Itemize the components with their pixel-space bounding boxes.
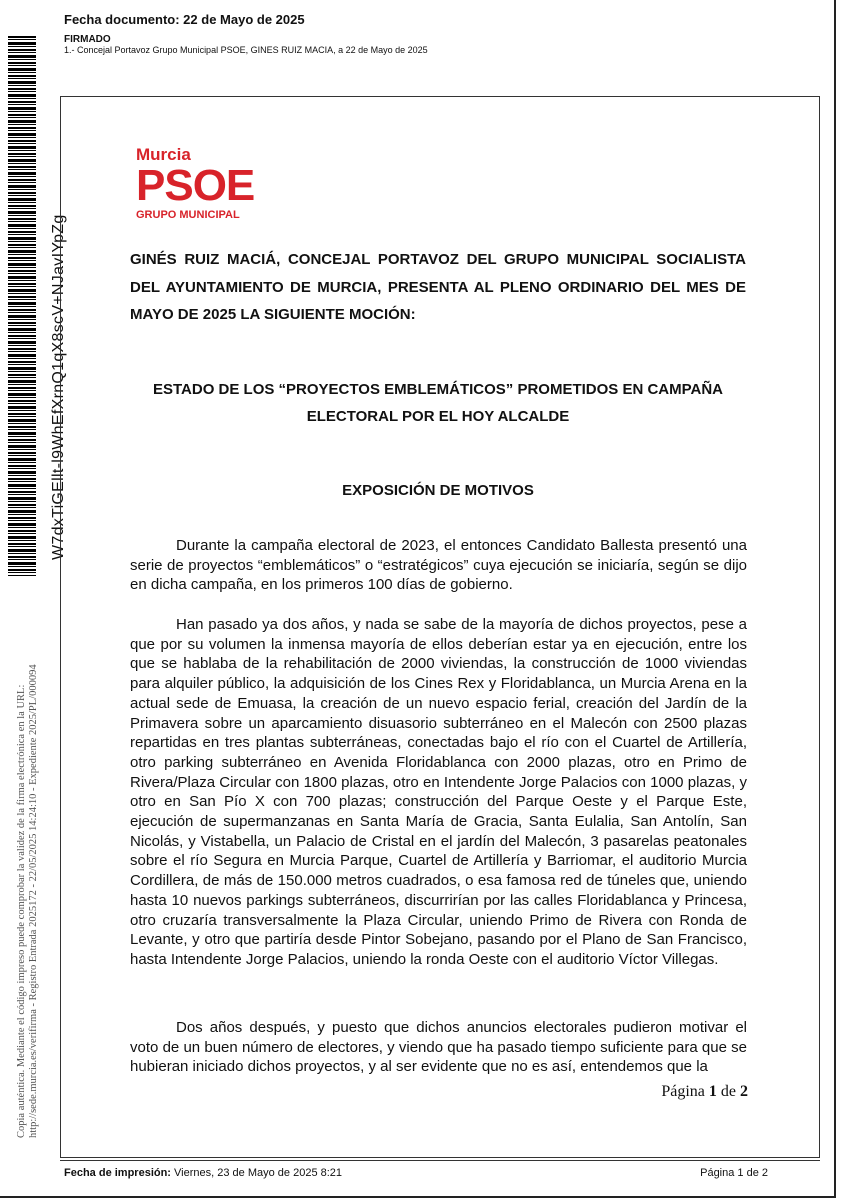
section-heading: EXPOSICIÓN DE MOTIVOS — [342, 482, 534, 499]
paragraph-3: Dos años después, y puesto que dichos anuncios electorales pudieron motivar el voto de un buen número de electores, y viendo que ha pasado tiempo suficiente para que se hubieran iniciado dichos proyectos, y al ser evidente que no es así, entendemos que la — [130, 1019, 747, 1076]
legal-line-1: Copia auténtica. Mediante el código impreso puede comprobar la validez de la firma electrónica en la URL: — [16, 684, 27, 1138]
footer-page-count: Página 1 de 2 — [700, 1167, 768, 1179]
footer-divider — [60, 1160, 820, 1161]
legal-verification-note — [16, 664, 40, 1138]
paragraph-1: Durante la campaña electoral de 2023, el entonces Candidato Ballesta presentó una serie de proyectos “emblemáticos” o “estratégicos” cuya ejecución se iniciaría, según se dijo en dicha campaña, en los primeros 100 días de gobierno. — [130, 537, 747, 594]
signed-label: FIRMADO — [64, 34, 111, 45]
document-date: Fecha documento: 22 de Mayo de 2025 — [64, 12, 305, 27]
logo-city: Murcia — [136, 145, 191, 164]
barcode-image — [8, 36, 36, 576]
logo-party: PSOE — [136, 161, 255, 210]
logo-group: GRUPO MUNICIPAL — [136, 209, 240, 221]
signer-line: 1.- Concejal Portavoz Grupo Municipal PSOE, GINES RUIZ MACIA, a 22 de Mayo de 2025 — [64, 45, 428, 55]
page-of: de — [720, 1083, 736, 1100]
paragraph-2: Han pasado ya dos años, y nada se sabe de la mayoría de dichos proyectos, pese a que por su volumen la inmensa mayoría de ellos deberían estar ya en ejecución, entre los que se hablaba de la rehabilitación de 2000 viviendas, la construcción de 1000 viviendas para alquiler público, la adquisición de los Cines Rex y Floridablanca, un Murcia Arena en la actual sede de Emuasa, la creación de un nuevo espacio ferial, creación del Jardín de la Primavera sobre un aparcamiento disuasorio subterráneo en el Malecón con 2500 plazas repartidas en tres plantas subterráneas, conectadas bajo el río con el Cuartel de Artillería, otro parking subterráneo en Avenida Floridablanca con 2000 plazas, otro en Primo de Rivera/Plaza Circular con 1800 plazas, otro en Intendente Jorge Palacios con 1000 plazas, y otro en San Pío X con 700 plazas; construcción del Parque Oeste y el Parque Este, ejecución de supermanzanas en Santa María de Gracia, Santa Eulalia, San Antolín, San Nicolás, y Vistabella, un Palacio de Cristal en el jardín del Malecón, 3 pasarelas peatonales sobre el río Segura en Murcia Parque, Cuartel de Artillería y Barriomar, el auditorio Murcia Cordillera, de más de 150.000 metros cuadrados, o esa famosa red de túneles que, uniendo hasta 10 nuevos parkings subterráneos, discurrirían por las calles Floridablanca y Princesa, otro cruzaría transversalmente la Plaza Circular, uniendo Primo de Rivera con Ronda de Levante, y otro que partiría desde Pintor Sobejano, pasando por el Plano de San Francisco, hasta Intendente Jorge Palacios, uniendo la ronda Oeste con el auditorio Víctor Villegas. — [130, 616, 747, 968]
motion-intro: GINÉS RUIZ MACIÁ, CONCEJAL PORTAVOZ DEL GRUPO MUNICIPAL SOCIALISTA DEL AYUNTAMIENTO DE MURCIA, PRESENTA AL PLENO ORDINARIO DEL MES DE MAYO DE 2025 LA SIGUIENTE MOCIÓN: — [130, 251, 746, 323]
print-label: Fecha de impresión: — [64, 1167, 171, 1179]
legal-line-2: http://sede.murcia.es/verifirma - Registro Entrada 2025172 - 22/05/2025 14:24:10 - Expediente 2025/PL/000094 — [28, 664, 39, 1138]
print-date — [64, 1167, 342, 1179]
page-label: Página — [661, 1083, 705, 1100]
psoe-logo — [136, 146, 256, 222]
print-date-value: Viernes, 23 de Mayo de 2025 8:21 — [174, 1167, 343, 1179]
motion-title: ESTADO DE LOS “PROYECTOS EMBLEMÁTICOS” PROMETIDOS EN CAMPAÑA ELECTORAL POR EL HOY ALCALDE — [152, 381, 724, 425]
page-current: 1 — [708, 1083, 717, 1100]
page-number — [661, 1083, 748, 1101]
verification-code: W7dxTiGEllt-l9WhEfXrnQ1qX8scV+NJavIYpZg — [50, 214, 67, 560]
page-total: 2 — [740, 1083, 748, 1100]
